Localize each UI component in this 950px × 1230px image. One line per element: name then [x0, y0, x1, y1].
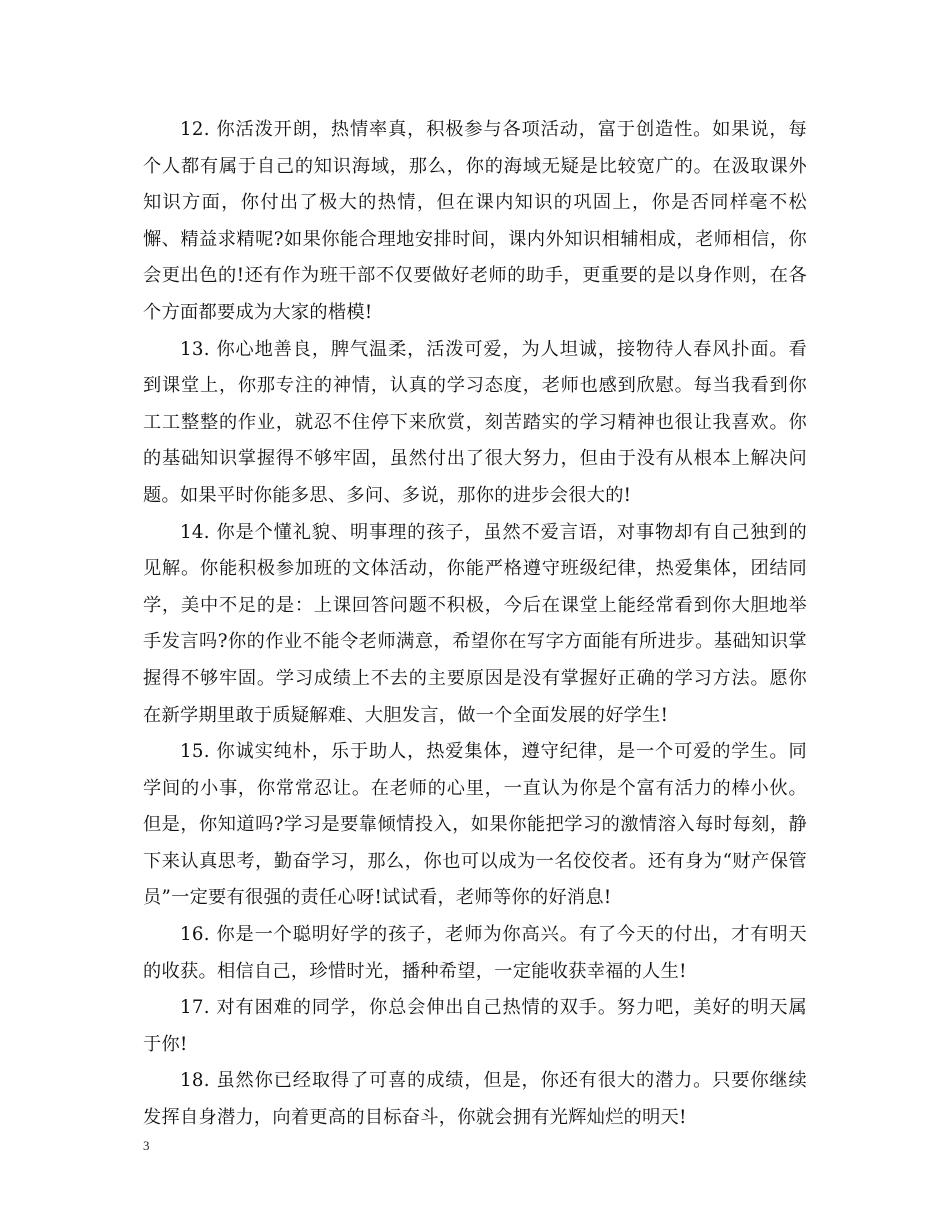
paragraph-17: 17. 对有困难的同学，你总会伸出自己热情的双手。努力吧，美好的明天属于你!	[143, 997, 807, 1055]
paragraph-16: 16. 你是一个聪明好学的孩子，老师为你高兴。有了今天的付出，才有明天的收获。相信自己，珍惜时光，播种希望，一定能收获幸福的人生!	[143, 924, 807, 982]
paragraph-12: 12. 你活泼开朗，热情率真，积极参与各项活动，富于创造性。如果说，每个人都有属于自己的知识海域，那么，你的海域无疑是比较宽广的。在汲取课外知识方面，你付出了极大的热情，但在课内知识的巩固上，你是否同样毫不松懈、精益求精呢?如果你能合理地安排时间，课内外知识相辅相成，老师相信，你会更出色的!还有作为班干部不仅要做好老师的助手，更重要的是以身作则，在各个方面都要成为大家的楷模!	[143, 119, 807, 323]
page-number: 3	[143, 1138, 150, 1153]
paragraph-14: 14. 你是个懂礼貌、明事理的孩子，虽然不爱言语，对事物却有自己独到的见解。你能积极参加班的文体活动，你能严格遵守班级纪律，热爱集体，团结同学，美中不足的是：上课回答问题不积极，今后在课堂上能经常看到你大胆地举手发言吗?你的作业不能令老师满意，希望你在写字方面能有所进步。基础知识掌握得不够牢固。学习成绩上不去的主要原因是没有掌握好正确的学习方法。愿你在新学期里敢于质疑解难、大胆发言，做一个全面发展的好学生!	[143, 521, 807, 726]
paragraph-13: 13. 你心地善良，脾气温柔，活泼可爱，为人坦诚，接物待人春风扑面。看到课堂上，你那专注的神情，认真的学习态度，老师也感到欣慰。每当我看到你工工整整的作业，就忍不住停下来欣赏，刻苦踏实的学习精神也很让我喜欢。你的基础知识掌握得不够牢固，虽然付出了很大努力，但由于没有从根本上解决问题。如果平时你能多思、多问、多说，那你的进步会很大的!	[143, 338, 807, 506]
paragraph-15: 15. 你诚实纯朴，乐于助人，热爱集体，遵守纪律，是一个可爱的学生。同学间的小事，你常常忍让。在老师的心里，一直认为你是个富有活力的棒小伙。但是，你知道吗?学习是要靠倾情投入，如果你能把学习的激情溶入每时每刻，静下来认真思考，勤奋学习，那么，你也可以成为一名佼佼者。还有身为“财产保管员”一定要有很强的责任心呀!试试看，老师等你的好消息!	[143, 741, 807, 909]
document-body	[143, 112, 807, 1137]
paragraph-18: 18. 虽然你已经取得了可喜的成绩，但是，你还有很大的潜力。只要你继续发挥自身潜力，向着更高的目标奋斗，你就会拥有光辉灿烂的明天!	[143, 1070, 807, 1129]
